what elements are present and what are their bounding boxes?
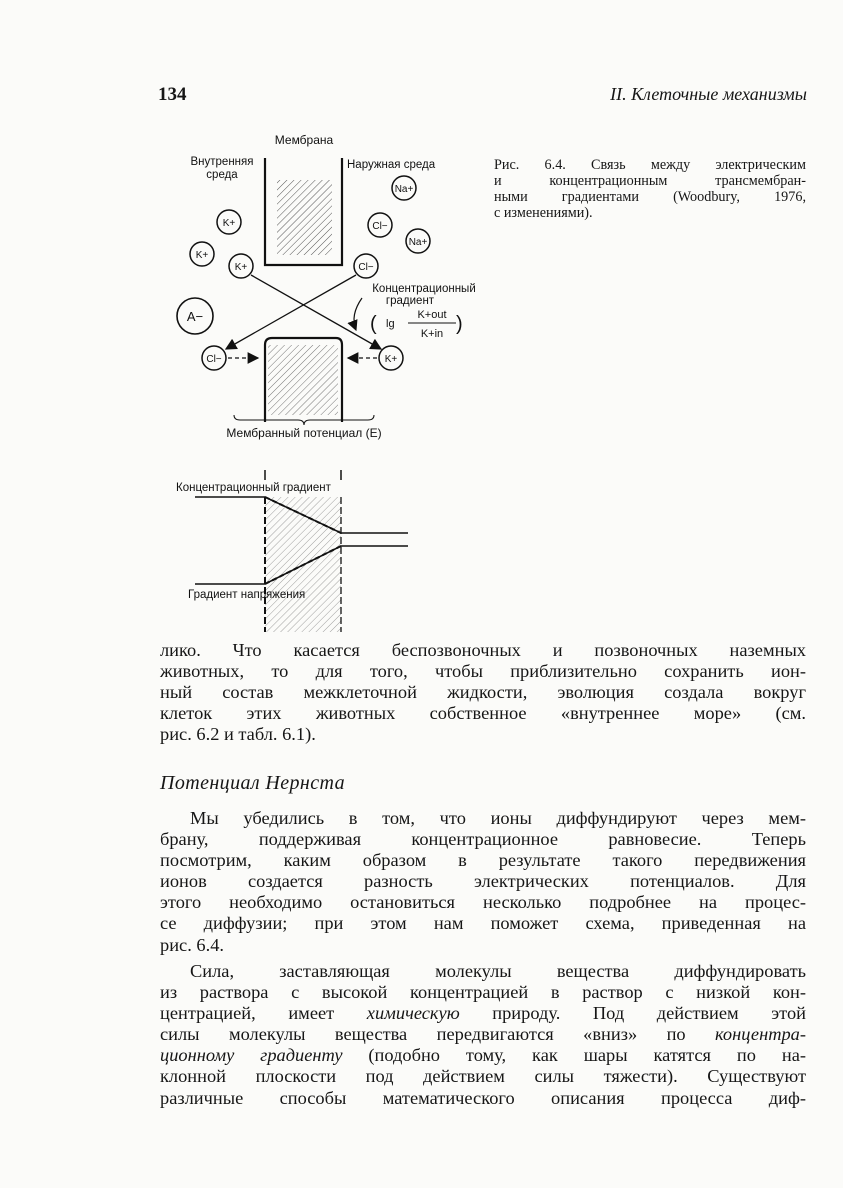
text-line: Мы убедились в том, что ионы диффундируют через мем- [190,808,806,828]
text-line: лико. Что касается беспозвоночных и позвоночных наземных [160,640,806,660]
conc-gradient-label: Концентрационный [372,283,476,295]
page-number: 134 [158,84,187,105]
text-line: силы молекулы вещества передвигаются «вниз» по концентра- [160,1024,806,1045]
na-ion [392,176,416,200]
formula-paren-right: ) [456,313,463,335]
potential-brace [234,415,374,425]
k-ion [229,254,253,278]
cl-ion [202,346,226,370]
outer-env-label: Наружная среда [347,159,436,171]
formula-denominator: K+in [420,328,444,340]
section-heading: Потенциал Нернста [160,772,346,794]
membrane-potential-label: Мембранный потенциал (E) [226,426,382,440]
membrane-label: Мембрана [274,133,334,147]
conc-gradient-label-bottom: Концентрационный градиент [176,482,331,494]
text-line: ционному градиенту (подобно тому, как шары катятся по на- [160,1045,806,1066]
caption-line: и концентрационным трансмембран- [494,173,806,189]
text-line: брану, поддерживая концентрационное равновесие. Теперь [160,829,806,850]
text-line: ный состав межклеточной жидкости, эволюция создала вокруг [160,682,806,703]
membrane-upper-hatch [277,180,332,255]
cl-ion [368,213,392,237]
text-line: клонной плоскости под действием силы тяжести). Существуют [160,1066,806,1087]
svg-text:Cl−: Cl− [206,354,222,365]
text-line: клеток этих животных собственное «внутреннее море» (см. [160,703,806,724]
caption-line: Рис. 6.4. Связь между электрическим [494,157,806,173]
svg-text:Na+: Na+ [408,237,428,248]
text-line: рис. 6.4. [160,934,224,955]
k-ion [217,210,241,234]
paragraph-3 [160,961,806,1109]
inner-env-label-2: среда [206,169,238,181]
figure-caption [494,157,806,221]
caption-line: с изменениями). [494,205,593,221]
conc-gradient-label-2: градиент [385,295,435,307]
svg-text:A−: A− [186,309,204,324]
text-line: из раствора с высокой концентрацией в раствор с низкой кон- [160,982,806,1003]
paragraph-1 [160,640,806,745]
pointer-arrow [354,298,362,330]
k-ion [379,346,403,370]
svg-text:K+: K+ [384,354,398,365]
text-line: ионов создается разность электрических потенциалов. Для [160,871,806,892]
inner-env-label: Внутренняя [190,156,254,168]
anion [177,298,213,334]
text-line: се диффузии; при этом нам поможет схема, приведенная на [160,913,806,934]
svg-text:K+: K+ [234,262,248,273]
text-line: этого необходимо остановиться несколько подробнее на процес- [160,892,806,913]
svg-text:Na+: Na+ [394,184,414,195]
formula-paren-left: ( [370,313,377,335]
k-ion [190,242,214,266]
svg-text:K+: K+ [195,250,209,261]
text-line: рис. 6.2 и табл. 6.1). [160,724,316,745]
caption-line: ными градиентами (Woodbury, 1976, [494,189,806,205]
paragraph-2 [160,808,806,956]
na-ion [406,229,430,253]
cl-ion [354,254,378,278]
text-line: центрацией, имеет химическую природу. Под действием этой [160,1003,806,1024]
formula-numerator: K+out [417,309,447,321]
text-line: посмотрим, каким образом в результате такого передвижения [160,850,806,871]
formula-lg: lg [386,318,395,330]
text-line: различные способы математического описания процесса диф- [160,1087,806,1108]
text-line: животных, то для того, чтобы приблизительно сохранить ион- [160,661,806,682]
running-head: II. Клеточные механизмы [610,84,807,104]
svg-text:Cl−: Cl− [372,221,388,232]
svg-text:K+: K+ [222,218,236,229]
svg-text:Cl−: Cl− [358,262,374,273]
membrane-lower-hatch [268,345,338,415]
figure-6-4 [160,120,500,640]
voltage-gradient-label: Градиент напряжения [188,589,306,601]
text-line: Сила, заставляющая молекулы вещества диффундировать [190,961,806,981]
